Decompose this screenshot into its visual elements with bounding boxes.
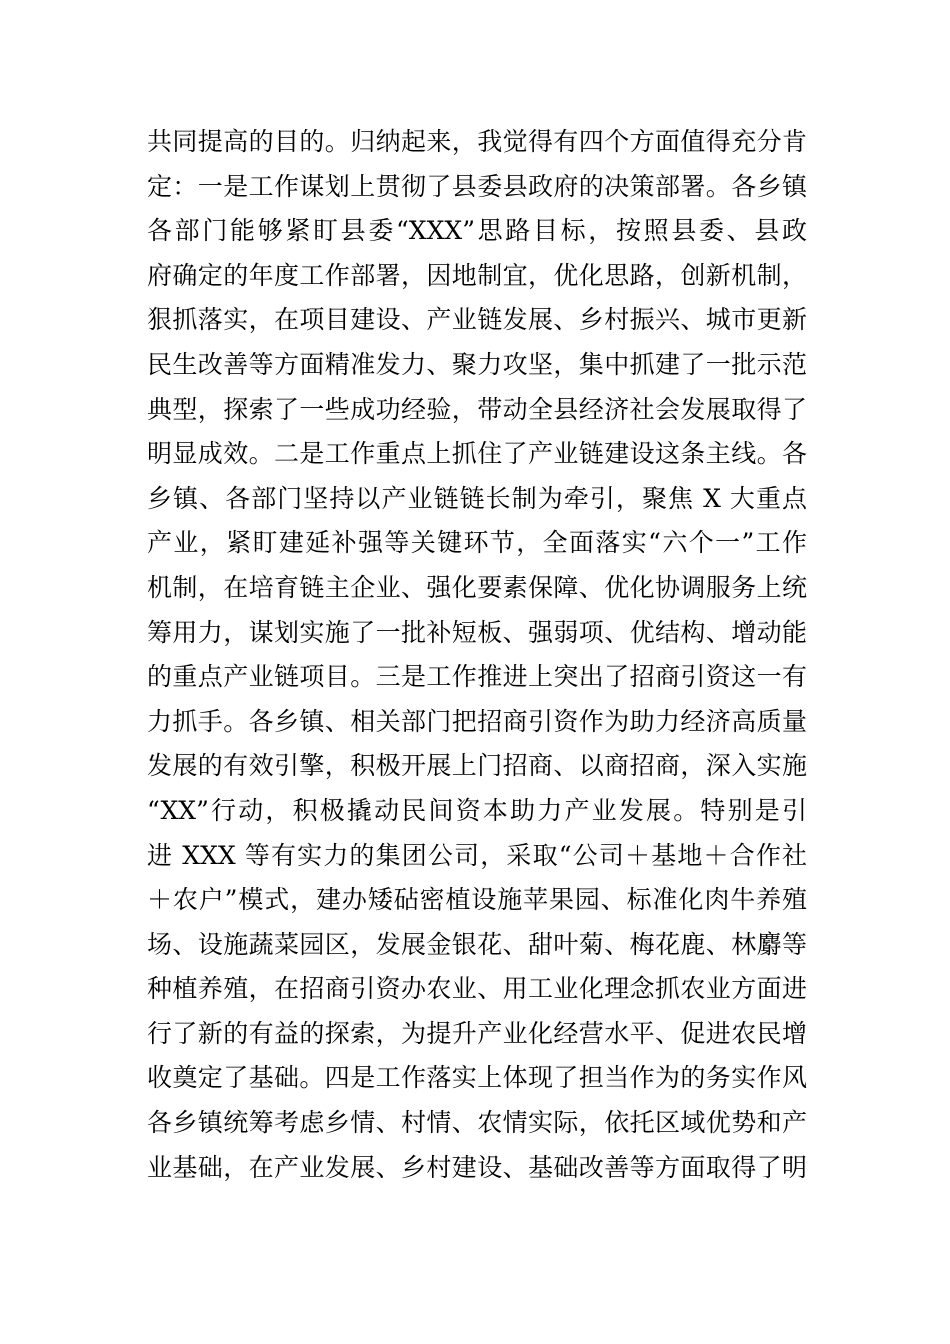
text-line: ＋农户”模式，建办矮砧密植设施苹果园、标准化肉牛养殖	[147, 885, 807, 915]
text-line: 的重点产业链项目。三是工作推进上突出了招商引资这一有	[147, 662, 807, 692]
text-line: 民生改善等方面精准发力、聚力攻坚，集中抓建了一批示范	[147, 349, 807, 379]
text-line: 业基础，在产业发展、乡村建设、基础改善等方面取得了明	[147, 1152, 807, 1182]
text-line: 明显成效。二是工作重点上抓住了产业链建设这条主线。各	[147, 439, 807, 469]
text-line: 机制，在培育链主企业、强化要素保障、优化协调服务上统	[147, 572, 807, 602]
text-line: 狠抓落实，在项目建设、产业链发展、乡村振兴、城市更新	[147, 305, 807, 335]
text-line: 产业，紧盯建延补强等关键环节，全面落实“六个一”工作	[147, 528, 807, 558]
text-line: 典型，探索了一些成功经验，带动全县经济社会发展取得了	[147, 394, 807, 424]
text-line: 共同提高的目的。归纳起来，我觉得有四个方面值得充分肯	[147, 127, 807, 156]
text-line: 收奠定了基础。四是工作落实上体现了担当作为的务实作风	[147, 1063, 807, 1093]
text-line: “XX”行动，积极撬动民间资本助力产业发展。特别是引	[147, 795, 807, 825]
text-line: 力抓手。各乡镇、相关部门把招商引资作为助力经济高质量	[147, 706, 807, 736]
text-line: 各部门能够紧盯县委“XXX”思路目标，按照县委、县政	[147, 216, 807, 246]
text-line: 发展的有效引擎，积极开展上门招商、以商招商，深入实施	[147, 751, 807, 781]
body-paragraph	[147, 120, 807, 1190]
text-line: 行了新的有益的探索，为提升产业化经营水平、促进农民增	[147, 1018, 807, 1048]
text-line: 筹用力，谋划实施了一批补短板、强弱项、优结构、增动能	[147, 617, 807, 647]
text-line: 种植养殖，在招商引资办农业、用工业化理念抓农业方面进	[147, 974, 807, 1004]
text-line: 各乡镇统筹考虑乡情、村情、农情实际，依托区域优势和产	[147, 1108, 807, 1138]
text-line: 乡镇、各部门坚持以产业链链长制为牵引，聚焦 X 大重点	[147, 483, 807, 513]
text-line: 府确定的年度工作部署，因地制宜，优化思路，创新机制，	[147, 260, 807, 290]
text-line: 场、设施蔬菜园区，发展金银花、甜叶菊、梅花鹿、林麝等	[147, 929, 807, 959]
text-line: 定：一是工作谋划上贯彻了县委县政府的决策部署。各乡镇	[147, 171, 807, 201]
text-line: 进 XXX 等有实力的集团公司，采取“公司＋基地＋合作社	[147, 840, 807, 870]
